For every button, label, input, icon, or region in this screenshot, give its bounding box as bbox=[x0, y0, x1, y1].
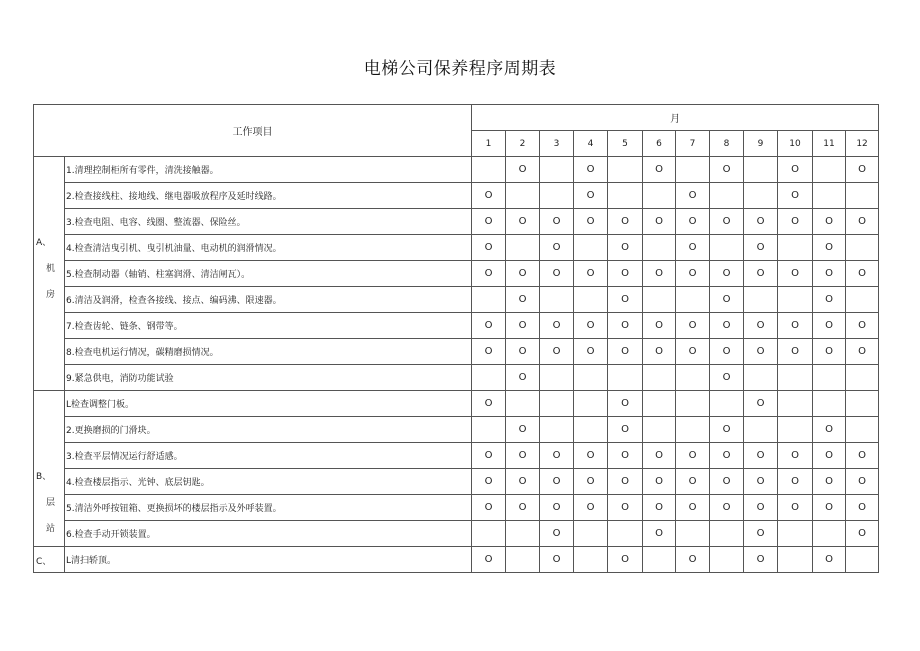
month-7-cell bbox=[676, 365, 710, 391]
month-3-cell bbox=[540, 391, 574, 417]
month-3-cell bbox=[540, 287, 574, 313]
work-item-text: L清扫轿顶。 bbox=[65, 547, 472, 573]
month-2-cell bbox=[506, 521, 540, 547]
month-3-cell: O bbox=[540, 235, 574, 261]
month-5-cell: O bbox=[608, 443, 643, 469]
month-8-cell: O bbox=[710, 365, 744, 391]
month-4-cell: O bbox=[574, 209, 608, 235]
month-10-cell bbox=[778, 391, 813, 417]
month-11-cell bbox=[813, 521, 846, 547]
month-5-cell bbox=[608, 183, 643, 209]
month-1-cell: O bbox=[472, 547, 506, 573]
month-9-cell: O bbox=[744, 547, 778, 573]
month-2-cell: O bbox=[506, 339, 540, 365]
work-item-text: 2.检查接线柱、接地线、继电器吸放程序及延时线路。 bbox=[65, 183, 472, 209]
maintenance-schedule-table bbox=[33, 104, 879, 573]
section-label bbox=[34, 391, 65, 547]
month-3-cell: O bbox=[540, 339, 574, 365]
month-8-cell bbox=[710, 547, 744, 573]
month-5-cell: O bbox=[608, 339, 643, 365]
work-item-text: 5.检查制动器（轴销、柱塞润滑、清洁闸瓦）。 bbox=[65, 261, 472, 287]
month-1-cell bbox=[472, 157, 506, 183]
month-5-cell bbox=[608, 157, 643, 183]
table-row bbox=[34, 183, 879, 209]
table-row bbox=[34, 339, 879, 365]
month-11-cell: O bbox=[813, 261, 846, 287]
month-header: 月 bbox=[472, 105, 879, 131]
month-1-cell bbox=[472, 287, 506, 313]
month-8-cell: O bbox=[710, 339, 744, 365]
month-10-cell: O bbox=[778, 469, 813, 495]
table-row bbox=[34, 547, 879, 573]
table-row bbox=[34, 417, 879, 443]
section-label bbox=[34, 547, 65, 573]
table-row bbox=[34, 391, 879, 417]
month-3-cell: O bbox=[540, 443, 574, 469]
work-item-text: 5.清洁外呼按钮箱、更换损坏的楼层指示及外呼装置。 bbox=[65, 495, 472, 521]
month-12-cell bbox=[846, 183, 879, 209]
month-number-11: 11 bbox=[813, 131, 846, 157]
month-6-cell: O bbox=[643, 339, 676, 365]
month-2-cell: O bbox=[506, 313, 540, 339]
section-label-line: A、 bbox=[36, 238, 52, 248]
month-2-cell: O bbox=[506, 365, 540, 391]
month-4-cell bbox=[574, 365, 608, 391]
month-1-cell: O bbox=[472, 313, 506, 339]
month-3-cell bbox=[540, 183, 574, 209]
month-5-cell: O bbox=[608, 391, 643, 417]
month-6-cell: O bbox=[643, 443, 676, 469]
month-7-cell: O bbox=[676, 443, 710, 469]
month-4-cell bbox=[574, 521, 608, 547]
month-3-cell: O bbox=[540, 521, 574, 547]
month-9-cell: O bbox=[744, 521, 778, 547]
month-1-cell: O bbox=[472, 443, 506, 469]
month-12-cell: O bbox=[846, 521, 879, 547]
month-9-cell: O bbox=[744, 339, 778, 365]
month-10-cell bbox=[778, 521, 813, 547]
month-10-cell bbox=[778, 287, 813, 313]
month-number-7: 7 bbox=[676, 131, 710, 157]
month-12-cell bbox=[846, 547, 879, 573]
month-12-cell bbox=[846, 235, 879, 261]
month-9-cell: O bbox=[744, 469, 778, 495]
month-1-cell: O bbox=[472, 261, 506, 287]
month-1-cell: O bbox=[472, 209, 506, 235]
month-12-cell: O bbox=[846, 209, 879, 235]
table-row bbox=[34, 313, 879, 339]
header-row-top bbox=[34, 105, 879, 131]
month-3-cell bbox=[540, 157, 574, 183]
month-number-8: 8 bbox=[710, 131, 744, 157]
month-3-cell: O bbox=[540, 313, 574, 339]
month-4-cell bbox=[574, 547, 608, 573]
month-8-cell: O bbox=[710, 469, 744, 495]
month-1-cell: O bbox=[472, 339, 506, 365]
month-7-cell: O bbox=[676, 235, 710, 261]
month-5-cell: O bbox=[608, 235, 643, 261]
section-label-line: 房 bbox=[46, 290, 56, 300]
month-7-cell bbox=[676, 287, 710, 313]
month-4-cell: O bbox=[574, 469, 608, 495]
month-2-cell bbox=[506, 183, 540, 209]
table-row bbox=[34, 521, 879, 547]
month-6-cell bbox=[643, 417, 676, 443]
month-6-cell: O bbox=[643, 261, 676, 287]
month-6-cell: O bbox=[643, 521, 676, 547]
month-5-cell: O bbox=[608, 287, 643, 313]
month-12-cell: O bbox=[846, 313, 879, 339]
work-item-text: L检查调整门板。 bbox=[65, 391, 472, 417]
section-label-line: 机 bbox=[46, 264, 56, 274]
month-6-cell bbox=[643, 183, 676, 209]
month-8-cell: O bbox=[710, 417, 744, 443]
month-7-cell bbox=[676, 417, 710, 443]
month-8-cell bbox=[710, 391, 744, 417]
month-6-cell: O bbox=[643, 495, 676, 521]
table-row bbox=[34, 287, 879, 313]
month-1-cell: O bbox=[472, 495, 506, 521]
work-item-text: 4.检查楼层指示、光钟、底层钥匙。 bbox=[65, 469, 472, 495]
month-7-cell: O bbox=[676, 183, 710, 209]
month-11-cell: O bbox=[813, 209, 846, 235]
month-8-cell: O bbox=[710, 157, 744, 183]
section-label-line: 站 bbox=[46, 524, 56, 534]
month-10-cell: O bbox=[778, 209, 813, 235]
month-4-cell: O bbox=[574, 339, 608, 365]
month-3-cell: O bbox=[540, 547, 574, 573]
month-8-cell: O bbox=[710, 261, 744, 287]
month-2-cell bbox=[506, 391, 540, 417]
table-row bbox=[34, 235, 879, 261]
month-4-cell: O bbox=[574, 183, 608, 209]
month-1-cell: O bbox=[472, 235, 506, 261]
month-10-cell: O bbox=[778, 495, 813, 521]
month-number-4: 4 bbox=[574, 131, 608, 157]
table-row bbox=[34, 443, 879, 469]
month-11-cell bbox=[813, 157, 846, 183]
month-2-cell: O bbox=[506, 443, 540, 469]
month-7-cell: O bbox=[676, 547, 710, 573]
month-12-cell: O bbox=[846, 495, 879, 521]
month-6-cell bbox=[643, 365, 676, 391]
month-6-cell bbox=[643, 235, 676, 261]
month-2-cell: O bbox=[506, 287, 540, 313]
month-10-cell: O bbox=[778, 313, 813, 339]
month-3-cell: O bbox=[540, 495, 574, 521]
table-row bbox=[34, 495, 879, 521]
month-6-cell: O bbox=[643, 157, 676, 183]
month-9-cell: O bbox=[744, 495, 778, 521]
month-6-cell bbox=[643, 547, 676, 573]
work-item-text: 1.清理控制柜所有零件，清洗接触器。 bbox=[65, 157, 472, 183]
month-12-cell: O bbox=[846, 443, 879, 469]
month-12-cell bbox=[846, 391, 879, 417]
month-9-cell bbox=[744, 417, 778, 443]
month-number-1: 1 bbox=[472, 131, 506, 157]
month-9-cell: O bbox=[744, 209, 778, 235]
month-9-cell bbox=[744, 183, 778, 209]
month-8-cell: O bbox=[710, 443, 744, 469]
month-5-cell: O bbox=[608, 313, 643, 339]
work-item-text: 3.检查平层情况运行舒适感。 bbox=[65, 443, 472, 469]
work-item-text: 6.检查手动开锁装置。 bbox=[65, 521, 472, 547]
month-4-cell: O bbox=[574, 261, 608, 287]
month-9-cell: O bbox=[744, 391, 778, 417]
month-10-cell: O bbox=[778, 183, 813, 209]
month-1-cell bbox=[472, 521, 506, 547]
month-3-cell: O bbox=[540, 261, 574, 287]
month-1-cell bbox=[472, 417, 506, 443]
month-1-cell: O bbox=[472, 183, 506, 209]
month-8-cell bbox=[710, 235, 744, 261]
month-9-cell: O bbox=[744, 443, 778, 469]
month-8-cell: O bbox=[710, 287, 744, 313]
work-item-text: 9.紧急供电，消防功能试验 bbox=[65, 365, 472, 391]
month-4-cell: O bbox=[574, 157, 608, 183]
month-11-cell: O bbox=[813, 313, 846, 339]
month-2-cell: O bbox=[506, 417, 540, 443]
month-10-cell bbox=[778, 235, 813, 261]
month-9-cell bbox=[744, 365, 778, 391]
month-10-cell bbox=[778, 365, 813, 391]
month-3-cell bbox=[540, 417, 574, 443]
month-6-cell bbox=[643, 391, 676, 417]
month-10-cell: O bbox=[778, 443, 813, 469]
page-title: 电梯公司保养程序周期表 bbox=[363, 59, 557, 79]
work-item-text: 7.检查齿轮、链条、钢带等。 bbox=[65, 313, 472, 339]
month-7-cell: O bbox=[676, 209, 710, 235]
month-7-cell bbox=[676, 521, 710, 547]
table-row bbox=[34, 469, 879, 495]
month-11-cell: O bbox=[813, 235, 846, 261]
month-4-cell: O bbox=[574, 443, 608, 469]
section-label bbox=[34, 157, 65, 391]
table-row bbox=[34, 157, 879, 183]
month-4-cell bbox=[574, 391, 608, 417]
month-7-cell: O bbox=[676, 339, 710, 365]
month-2-cell: O bbox=[506, 157, 540, 183]
month-11-cell: O bbox=[813, 417, 846, 443]
month-7-cell: O bbox=[676, 495, 710, 521]
month-4-cell bbox=[574, 235, 608, 261]
month-8-cell: O bbox=[710, 495, 744, 521]
work-item-text: 3.检查电阻、电容、线圈、整流器、保险丝。 bbox=[65, 209, 472, 235]
month-5-cell: O bbox=[608, 417, 643, 443]
month-5-cell: O bbox=[608, 495, 643, 521]
month-1-cell bbox=[472, 365, 506, 391]
month-3-cell: O bbox=[540, 209, 574, 235]
month-11-cell bbox=[813, 365, 846, 391]
month-8-cell bbox=[710, 521, 744, 547]
month-11-cell: O bbox=[813, 339, 846, 365]
month-number-9: 9 bbox=[744, 131, 778, 157]
month-4-cell bbox=[574, 287, 608, 313]
month-1-cell: O bbox=[472, 469, 506, 495]
section-label-line: 层 bbox=[46, 498, 56, 508]
month-4-cell: O bbox=[574, 495, 608, 521]
month-6-cell: O bbox=[643, 469, 676, 495]
section-label-line: C、 bbox=[36, 557, 52, 567]
month-9-cell: O bbox=[744, 313, 778, 339]
month-number-5: 5 bbox=[608, 131, 643, 157]
month-7-cell: O bbox=[676, 261, 710, 287]
month-10-cell: O bbox=[778, 157, 813, 183]
month-5-cell bbox=[608, 521, 643, 547]
month-12-cell bbox=[846, 287, 879, 313]
month-11-cell: O bbox=[813, 287, 846, 313]
month-7-cell bbox=[676, 391, 710, 417]
month-5-cell: O bbox=[608, 469, 643, 495]
month-12-cell: O bbox=[846, 469, 879, 495]
work-item-text: 6.清洁及润滑，检查各接线、接点、编码沸、限速器。 bbox=[65, 287, 472, 313]
month-11-cell: O bbox=[813, 547, 846, 573]
month-12-cell: O bbox=[846, 339, 879, 365]
month-7-cell: O bbox=[676, 313, 710, 339]
month-4-cell bbox=[574, 417, 608, 443]
month-number-10: 10 bbox=[778, 131, 813, 157]
work-item-text: 4.检查清洁曳引机、曳引机油量、电动机的润滑情况。 bbox=[65, 235, 472, 261]
month-6-cell: O bbox=[643, 209, 676, 235]
month-3-cell: O bbox=[540, 469, 574, 495]
month-5-cell: O bbox=[608, 547, 643, 573]
month-number-6: 6 bbox=[643, 131, 676, 157]
month-8-cell: O bbox=[710, 209, 744, 235]
month-2-cell: O bbox=[506, 495, 540, 521]
month-9-cell bbox=[744, 287, 778, 313]
month-7-cell bbox=[676, 157, 710, 183]
month-8-cell bbox=[710, 183, 744, 209]
month-8-cell: O bbox=[710, 313, 744, 339]
month-11-cell bbox=[813, 391, 846, 417]
work-item-text: 8.检查电机运行情况，碳精磨损情况。 bbox=[65, 339, 472, 365]
month-11-cell: O bbox=[813, 469, 846, 495]
month-number-12: 12 bbox=[846, 131, 879, 157]
work-item-header: 工作项目 bbox=[34, 105, 472, 157]
month-2-cell bbox=[506, 547, 540, 573]
month-11-cell bbox=[813, 183, 846, 209]
month-5-cell bbox=[608, 365, 643, 391]
section-label-line: B、 bbox=[36, 472, 52, 482]
month-6-cell bbox=[643, 287, 676, 313]
month-2-cell: O bbox=[506, 209, 540, 235]
month-3-cell bbox=[540, 365, 574, 391]
month-number-2: 2 bbox=[506, 131, 540, 157]
month-5-cell: O bbox=[608, 209, 643, 235]
month-11-cell: O bbox=[813, 443, 846, 469]
work-item-text: 2.更换磨损的门滑块。 bbox=[65, 417, 472, 443]
month-10-cell bbox=[778, 417, 813, 443]
month-12-cell bbox=[846, 365, 879, 391]
month-11-cell: O bbox=[813, 495, 846, 521]
month-10-cell bbox=[778, 547, 813, 573]
table-row bbox=[34, 209, 879, 235]
month-12-cell bbox=[846, 417, 879, 443]
month-12-cell: O bbox=[846, 261, 879, 287]
month-10-cell: O bbox=[778, 339, 813, 365]
month-9-cell: O bbox=[744, 235, 778, 261]
month-7-cell: O bbox=[676, 469, 710, 495]
month-1-cell: O bbox=[472, 391, 506, 417]
table-row bbox=[34, 365, 879, 391]
month-10-cell: O bbox=[778, 261, 813, 287]
month-number-3: 3 bbox=[540, 131, 574, 157]
month-6-cell: O bbox=[643, 313, 676, 339]
table-row bbox=[34, 261, 879, 287]
month-5-cell: O bbox=[608, 261, 643, 287]
month-2-cell bbox=[506, 235, 540, 261]
month-9-cell: O bbox=[744, 261, 778, 287]
month-9-cell bbox=[744, 157, 778, 183]
month-12-cell: O bbox=[846, 157, 879, 183]
month-4-cell: O bbox=[574, 313, 608, 339]
month-2-cell: O bbox=[506, 261, 540, 287]
month-2-cell: O bbox=[506, 469, 540, 495]
